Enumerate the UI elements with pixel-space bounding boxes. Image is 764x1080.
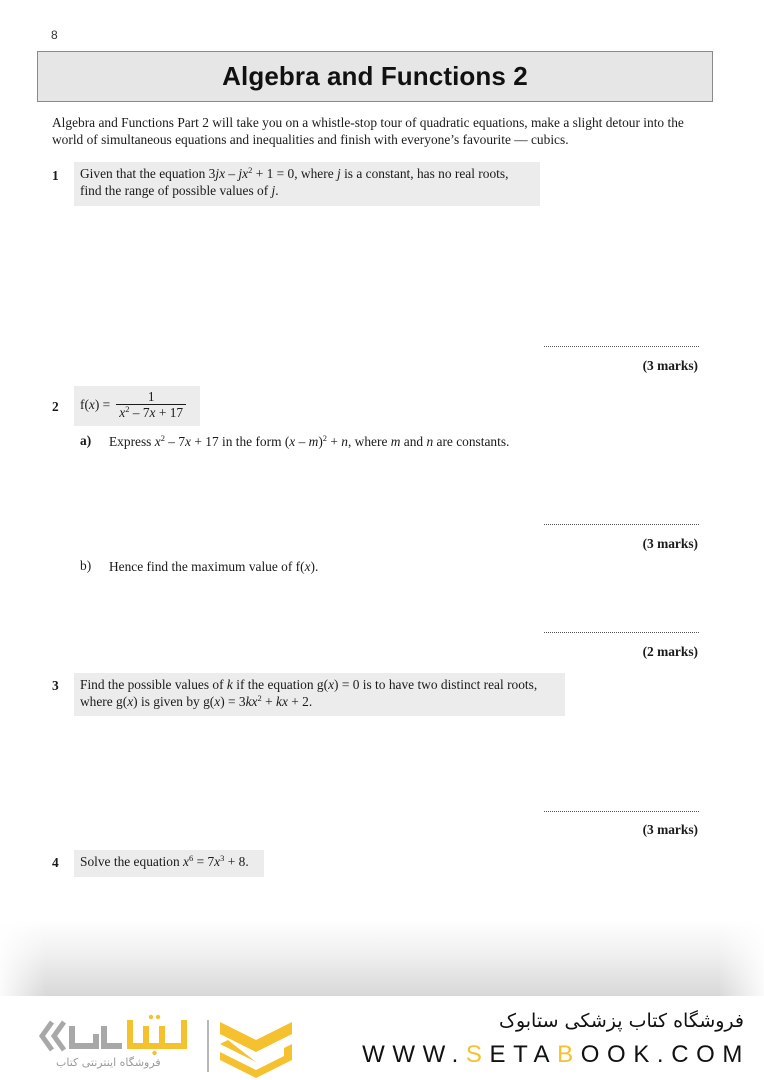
logo-divider [207, 1020, 209, 1072]
question-1-answer-line[interactable] [544, 346, 699, 347]
question-2-box [74, 386, 200, 426]
fraction [116, 390, 186, 419]
fraction-numerator: 1 [147, 389, 155, 404]
question-4-box [74, 850, 264, 877]
page-bottom-shadow [0, 920, 764, 996]
question-3-box [74, 673, 565, 716]
part-a-marks: (3 marks) [642, 536, 698, 551]
question-3-line2: where g(x) is given by $g(x) = 3kx^2$ + kx + 2. [80, 693, 313, 709]
question-3-line1: Find the possible values of k if the equation g(x) = 0 is to have two distinct real roots, [80, 677, 538, 692]
function-lhs: f(x) = [80, 397, 111, 412]
question-2-number: 2 [52, 399, 59, 414]
page-number: 8 [51, 28, 58, 42]
url-letter-s: S [465, 1041, 490, 1068]
fraction-denominator: $x^2 - 7x + 17$ [116, 404, 186, 419]
question-1-line1: Given that the equation $3jx - jx^2 + 1 = 0$, where j is a constant, has no real roots, [80, 165, 509, 181]
question-4-number: 4 [52, 855, 59, 870]
setabook-chevron-icon [218, 1018, 294, 1078]
question-3-number: 3 [52, 678, 59, 693]
question-1-box [74, 162, 540, 206]
part-b-text: Hence find the maximum value of f(x). [109, 559, 319, 574]
question-3-answer-line[interactable] [544, 811, 699, 812]
url-mid: ETA [489, 1041, 558, 1068]
part-b-answer-line[interactable] [544, 632, 699, 633]
page-title: Algebra and Functions 2 [222, 61, 528, 91]
question-1-line2: find the range of possible values of j. [80, 183, 279, 198]
part-a-label: a) [80, 433, 92, 448]
logo-tagline: فروشگاه اینترنتی کتاب [56, 1056, 161, 1069]
part-a-text: Express $x^2 - 7x + 17$ in the form (x – m)$^2$ + n, where m and n are constants. [109, 433, 510, 449]
question-1-marks: (3 marks) [642, 358, 698, 373]
function-definition [80, 390, 186, 419]
title-banner [37, 51, 713, 102]
url-suffix: OOK.COM [580, 1041, 750, 1068]
part-b-marks: (2 marks) [642, 644, 698, 659]
intro-paragraph: Algebra and Functions Part 2 will take you on a whistle-stop tour of quadratic equations, make a slight detour into the world of simultaneous equations and inequalities and finish with everyone’s favourite — cubics. [52, 115, 684, 147]
question-4-text: Solve the equation $x^6 = 7x^3 + 8$. [80, 853, 249, 869]
question-3-marks: (3 marks) [642, 822, 698, 837]
part-b-label: b) [80, 558, 92, 573]
url-prefix: WWW. [362, 1041, 466, 1068]
url-letter-b: B [557, 1041, 581, 1068]
store-name-persian: فروشگاه کتاب پزشکی ستابوک [498, 1010, 744, 1032]
question-1-number: 1 [52, 168, 59, 183]
store-url[interactable] [362, 1041, 750, 1069]
part-a-answer-line[interactable] [544, 524, 699, 525]
